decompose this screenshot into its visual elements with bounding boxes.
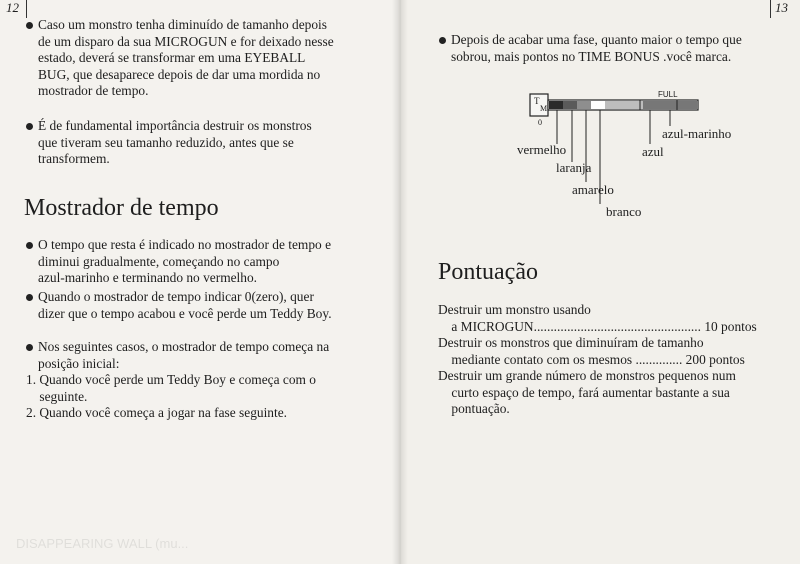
timer-full-label: FULL bbox=[658, 90, 678, 99]
bullet-icon bbox=[26, 344, 33, 351]
page-number-left: 12 bbox=[6, 0, 19, 15]
segment-branco bbox=[591, 101, 605, 109]
color-label-azul: azul bbox=[642, 144, 664, 159]
bullet-icon bbox=[26, 123, 33, 130]
text-line: BUG, que desaparece depois de dar uma mordida no bbox=[38, 66, 321, 82]
bullet-item bbox=[38, 237, 331, 287]
color-label-amarelo: amarelo bbox=[572, 182, 614, 197]
text-line: estado, deverá se transformar em uma EYEBALL bbox=[38, 50, 306, 65]
text-line: Depois de acabar uma fase, quanto maior o tempo que bbox=[451, 32, 742, 47]
segment-vermelho bbox=[549, 101, 563, 109]
score-line: Destruir os monstros que diminuíram de tamanho bbox=[438, 335, 704, 350]
score-line: Destruir um grande número de monstros pequenos num bbox=[438, 368, 736, 383]
text-line: diminui gradualmente, começando no campo bbox=[38, 253, 280, 269]
segment-azul-marinho bbox=[643, 101, 697, 109]
text-line: mostrador de tempo. bbox=[38, 83, 149, 98]
list-item: 2. Quando você começa a jogar na fase seguinte. bbox=[26, 405, 288, 420]
color-label-azul-marinho: azul-marinho bbox=[662, 126, 732, 141]
segment-laranja bbox=[563, 101, 577, 109]
color-label-laranja: laranja bbox=[556, 160, 592, 175]
list-item: 1. Quando você perde um Teddy Boy e começa com o bbox=[26, 372, 316, 387]
score-line: curto espaço de tempo, fará aumentar bastante a sua bbox=[438, 384, 730, 400]
score-line: mediante contato com os mesmos .............. 200 pontos bbox=[438, 351, 745, 367]
text-line: azul-marinho e terminando no vermelho. bbox=[38, 270, 258, 285]
show-through-text: DISAPPEARING WALL (mu... bbox=[16, 536, 189, 551]
section-heading: Mostrador de tempo bbox=[24, 195, 219, 221]
bullet-icon bbox=[26, 294, 33, 301]
bullet-item bbox=[451, 32, 742, 65]
timer-m-label: M bbox=[540, 104, 548, 113]
timer-t-label: T bbox=[534, 96, 540, 106]
bullet-item bbox=[38, 289, 332, 322]
timer-zero-label: 0 bbox=[538, 118, 542, 127]
text-line: É de fundamental importância destruir os monstros bbox=[38, 118, 312, 133]
scoring-list bbox=[438, 302, 757, 418]
score-line: a MICROGUN.................................................. 10 pontos bbox=[438, 318, 757, 334]
segment-azul bbox=[605, 101, 643, 109]
bullet-icon bbox=[26, 242, 33, 249]
text-line: que tiveram seu tamanho reduzido, antes que se bbox=[38, 134, 294, 150]
page-gutter bbox=[392, 0, 408, 564]
score-line: pontuação. bbox=[438, 401, 510, 416]
bullet-icon bbox=[26, 22, 33, 29]
text-line: O tempo que resta é indicado no mostrador de tempo e bbox=[38, 237, 332, 252]
text-line: transformem. bbox=[38, 151, 110, 166]
bullet-icon bbox=[439, 37, 446, 44]
color-label-vermelho: vermelho bbox=[517, 142, 567, 157]
text-line: Caso um monstro tenha diminuído de tamanho depois bbox=[38, 17, 327, 32]
text-line: sobrou, mais pontos no TIME BONUS .você marca. bbox=[451, 48, 732, 64]
text-line: posição inicial: bbox=[38, 355, 120, 371]
text-line: dizer que o tempo acabou e você perde um Teddy Boy. bbox=[38, 305, 332, 321]
page-edge-mark-right bbox=[770, 0, 771, 18]
bullet-item bbox=[38, 17, 334, 100]
text-line: de um disparo da sua MICROGUN e for deixado nesse bbox=[38, 33, 334, 49]
text-line: Quando o mostrador de tempo indicar 0(zero), quer bbox=[38, 289, 314, 304]
page-edge-mark-left bbox=[26, 0, 27, 18]
text-line: Nos seguintes casos, o mostrador de tempo começa na bbox=[38, 339, 330, 354]
bullet-item bbox=[38, 339, 329, 372]
color-label-branco: branco bbox=[606, 204, 642, 219]
bullet-item bbox=[38, 118, 312, 168]
segment-amarelo bbox=[577, 101, 591, 109]
section-heading: Pontuação bbox=[438, 259, 538, 285]
list-item: seguinte. bbox=[26, 388, 88, 404]
numbered-list bbox=[26, 372, 316, 422]
score-line: Destruir um monstro usando bbox=[438, 302, 591, 317]
page-number-right: 13 bbox=[775, 0, 788, 15]
